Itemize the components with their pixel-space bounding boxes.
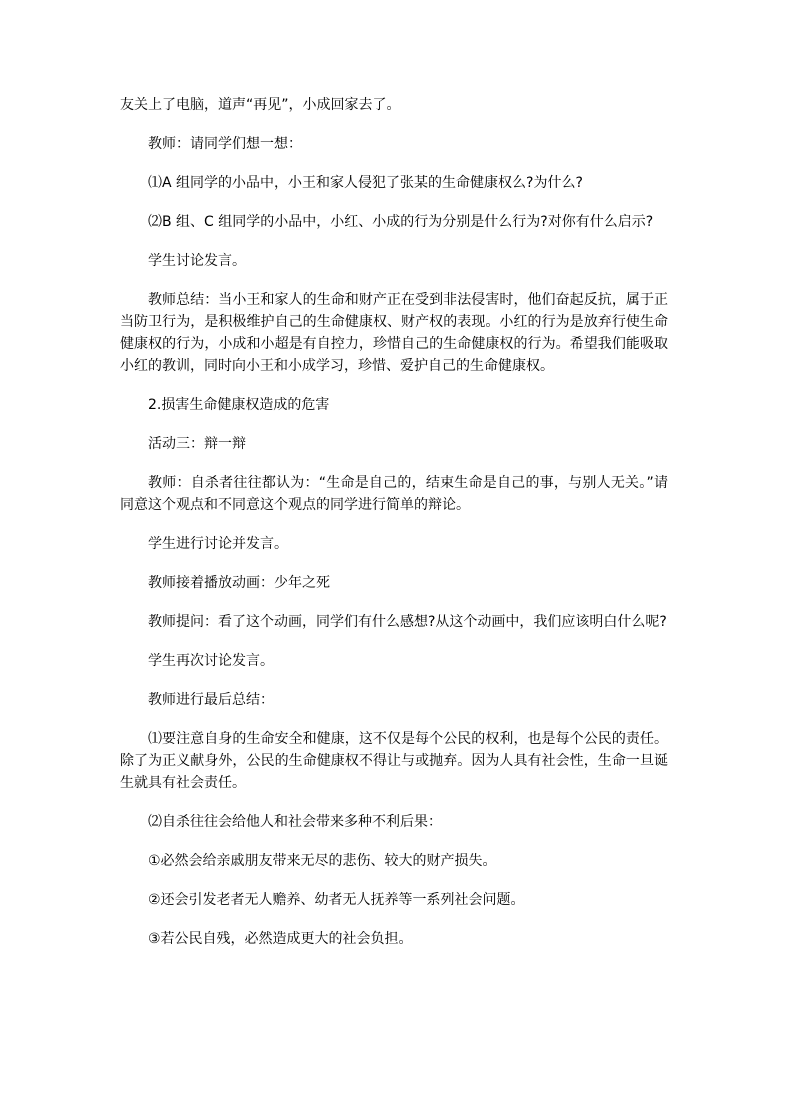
paragraph-student-again: 学生再次讨论发言。 — [148, 653, 274, 669]
paragraph-question-1: ⑴A 组同学的小品中，小王和家人侵犯了张某的生命健康权么?为什么? — [148, 175, 583, 191]
paragraph-consequence-2: ②还会引发老者无人赡养、幼者无人抚养等一系列社会问题。 — [148, 892, 525, 908]
activity-heading-debate: 活动三：辩一辩 — [148, 436, 246, 452]
paragraph-final-summary: 教师进行最后总结： — [148, 692, 274, 708]
paragraph-animation: 教师接着播放动画：少年之死 — [148, 575, 330, 591]
paragraph-teacher-question: 教师提问：看了这个动画，同学们有什么感想?从这个动画中，我们应该明白什么呢? — [148, 614, 667, 630]
paragraph-consequence-3: ③若公民自残，必然造成更大的社会负担。 — [148, 931, 413, 947]
document-body — [120, 94, 668, 967]
paragraph-question-2: ⑵B 组、C 组同学的小品中，小红、小成的行为分别是什么行为?对你有什么启示? — [148, 214, 654, 230]
paragraph-teacher-prompt: 教师：请同学们想一想： — [148, 136, 302, 152]
paragraph-student-speak: 学生进行讨论并发言。 — [148, 536, 288, 552]
section-heading-harm: 2.损害生命健康权造成的危害 — [148, 397, 330, 413]
paragraph-teacher-debate: 教师：自杀者往往都认为：“生命是自己的，结束生命是自己的事，与别人无关。”请同意这个观点和不同意这个观点的同学进行简单的辩论。 — [120, 475, 668, 513]
paragraph-consequence-1: ①必然会给亲戚朋友带来无尽的悲伤、较大的财产损失。 — [148, 853, 497, 869]
paragraph-student-discussion: 学生讨论发言。 — [148, 253, 246, 269]
paragraph-point-1: ⑴要注意自身的生命安全和健康，这不仅是每个公民的权利，也是每个公民的责任。除了为正义献身外，公民的生命健康权不得让与或抛弃。因为人具有社会性，生命一旦诞生就具有社会责任。 — [120, 731, 668, 791]
paragraph-continuation: 友关上了电脑，道声“再见”，小成回家去了。 — [120, 97, 401, 113]
paragraph-teacher-summary: 教师总结：当小王和家人的生命和财产正在受到非法侵害时，他们奋起反抗，属于正当防卫行为，是积极维护自己的生命健康权、财产权的表现。小红的行为是放弃行使生命健康权的行为，小成和小超是有自控力，珍惜自己的生命健康权的行为。希望我们能吸取小红的教训，同时向小王和小成学习，珍惜、爱护自己的生命健康权。 — [120, 292, 668, 374]
paragraph-point-2: ⑵自杀往往会给他人和社会带来多种不利后果： — [148, 814, 442, 830]
